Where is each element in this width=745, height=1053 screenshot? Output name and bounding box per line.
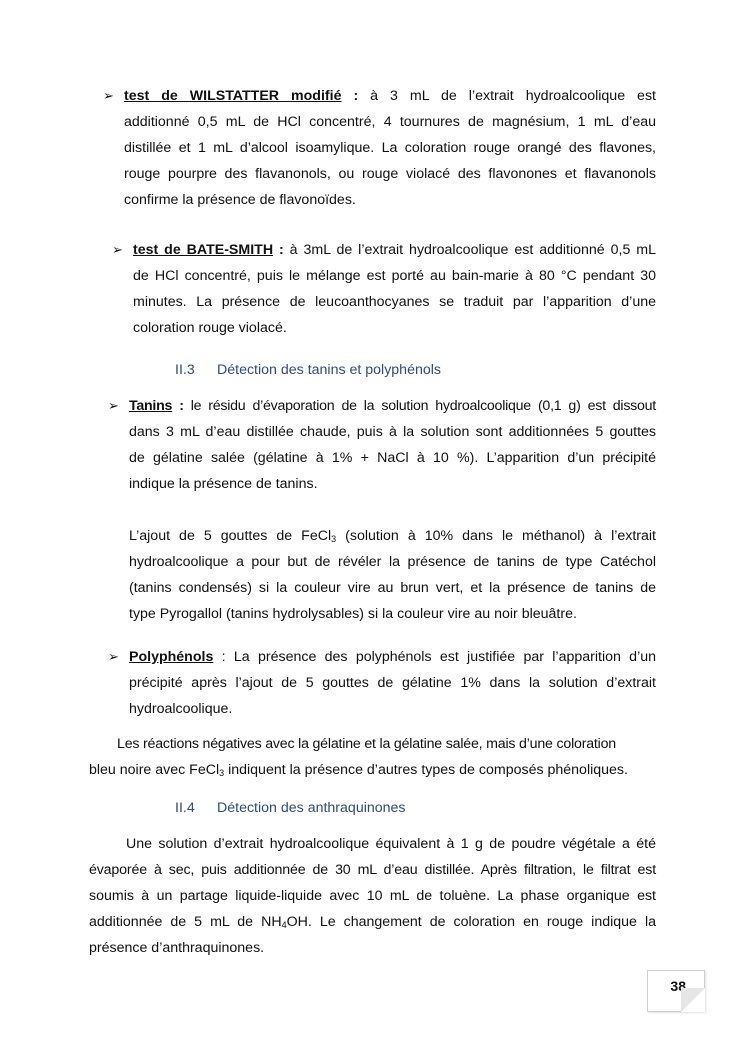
bullet-arrow-icon: ➢ — [108, 398, 119, 413]
fecl3-line-4: type Pyrogallol (tanins hydrolysables) si la couleur vire au noir bleuâtre. — [129, 606, 577, 622]
anthraquinones-text-b: OH. Le changement de coloration en rouge indique la — [286, 914, 657, 930]
bate-smith-line-3: minutes. La présence de leucoanthocyanes se traduit par l’apparition d’une — [133, 294, 656, 310]
polyphenols-line-3: hydroalcoolique. — [129, 701, 233, 717]
negative-line-1: Les réactions négatives avec la gélatine et la gélatine salée, mais d’une coloration — [117, 736, 617, 752]
tanins-line-1 — [129, 396, 656, 416]
section-heading-2-4 — [175, 800, 406, 816]
fecl3-line-1 — [129, 526, 656, 546]
negative-subscript: 3 — [219, 768, 225, 778]
fecl3-line-2: hydroalcoolique a pour but de révéler la présence de tanins de type Catéchol — [129, 554, 656, 570]
bate-smith-line-1 — [133, 240, 656, 260]
polyphenols-line-1 — [129, 647, 656, 667]
tanins-colon: : — [172, 398, 184, 414]
bate-smith-term: test de BATE-SMITH — [133, 242, 274, 258]
page-number: 38 — [670, 978, 686, 994]
wilstatter-term: test de WILSTATTER modifié — [124, 88, 342, 104]
bate-smith-colon: : — [273, 242, 284, 258]
anthraquinones-line-5: présence d’anthraquinones. — [89, 940, 265, 956]
tanins-term: Tanins — [129, 398, 173, 414]
wilstatter-line-2: additionné 0,5 mL de HCl concentré, 4 tournures de magnésium, 1 mL d’eau — [124, 114, 656, 130]
fecl3-text-b: (solution à 10% dans le méthanol) à l’extrait — [336, 528, 657, 544]
tanins-line-3: de gélatine salée (gélatine à 1% + NaCl à 10 %). L’apparition d’un précipité — [129, 450, 656, 466]
negative-line-2 — [89, 760, 628, 780]
bate-smith-text: à 3mL de l’extrait hydroalcoolique est additionné 0,5 mL — [283, 242, 656, 258]
wilstatter-line-5: confirme la présence de flavonoïdes. — [124, 192, 356, 208]
wilstatter-colon: : — [341, 88, 359, 104]
wilstatter-line-4: rouge pourpre des flavanonols, ou rouge violacé des flavonones et flavanonols — [124, 166, 656, 182]
anthraquinones-line-2: évaporée à sec, puis additionnée de 30 mL d’eau distillée. Après filtration, le filtrat est — [89, 862, 656, 878]
page-number-box — [647, 970, 705, 1012]
fecl3-text-a: L’ajout de 5 gouttes de FeCl — [129, 528, 332, 544]
polyphenols-text: La présence des polyphénols est justifiée par l’apparition d’un — [225, 649, 656, 665]
wilstatter-text: à 3 mL de l’extrait hydroalcoolique est — [358, 88, 656, 104]
tanins-line-2: dans 3 mL d’eau distillée chaude, puis à la solution sont additionnées 5 gouttes — [129, 424, 656, 440]
section-title: Détection des anthraquinones — [217, 800, 406, 816]
section-number: II.4 — [175, 800, 195, 816]
bullet-arrow-icon: ➢ — [112, 242, 123, 257]
section-number: II.3 — [175, 362, 195, 378]
anthraquinones-line-4 — [89, 912, 656, 932]
page-curl-corner — [681, 988, 705, 1012]
bullet-arrow-icon: ➢ — [103, 88, 114, 103]
anthraquinones-subscript: 4 — [281, 920, 287, 930]
polyphenols-term: Polyphénols — [129, 649, 214, 665]
tanins-line-4: indique la présence de tanins. — [129, 476, 318, 492]
fecl3-line-3: (tanins condensés) si la couleur vire au brun vert, et la présence de tanins de — [129, 580, 656, 596]
bullet-arrow-icon: ➢ — [108, 649, 119, 664]
negative-text-a: bleu noire avec FeCl — [89, 762, 220, 778]
polyphenols-colon: : — [213, 649, 226, 665]
polyphenols-line-2: précipité après l’ajout de 5 gouttes de gélatine 1% dans la solution d’extrait — [129, 675, 656, 691]
wilstatter-line-1 — [124, 86, 656, 106]
fecl3-subscript: 3 — [331, 534, 337, 544]
anthraquinones-text-a: additionnée de 5 mL de NH — [89, 914, 282, 930]
anthraquinones-line-1: Une solution d’extrait hydroalcoolique équivalent à 1 g de poudre végétale a été — [126, 836, 656, 852]
negative-text-b: indiquent la présence d’autres types de composés phénoliques. — [224, 762, 628, 778]
bate-smith-line-4: coloration rouge violacé. — [133, 320, 287, 336]
tanins-text: le résidu d’évaporation de la solution hydroalcoolique (0,1 g) est dissout — [183, 398, 656, 414]
section-heading-2-3 — [175, 362, 441, 378]
wilstatter-line-3: distillée et 1 mL d’alcool isoamylique. La coloration rouge orangé des flavones, — [124, 140, 656, 156]
bate-smith-line-2: de HCl concentré, puis le mélange est porté au bain-marie à 80 °C pendant 30 — [133, 268, 656, 284]
anthraquinones-line-3: soumis à un partage liquide-liquide avec 10 mL de toluène. La phase organique est — [89, 888, 656, 904]
section-title: Détection des tanins et polyphénols — [217, 362, 441, 378]
